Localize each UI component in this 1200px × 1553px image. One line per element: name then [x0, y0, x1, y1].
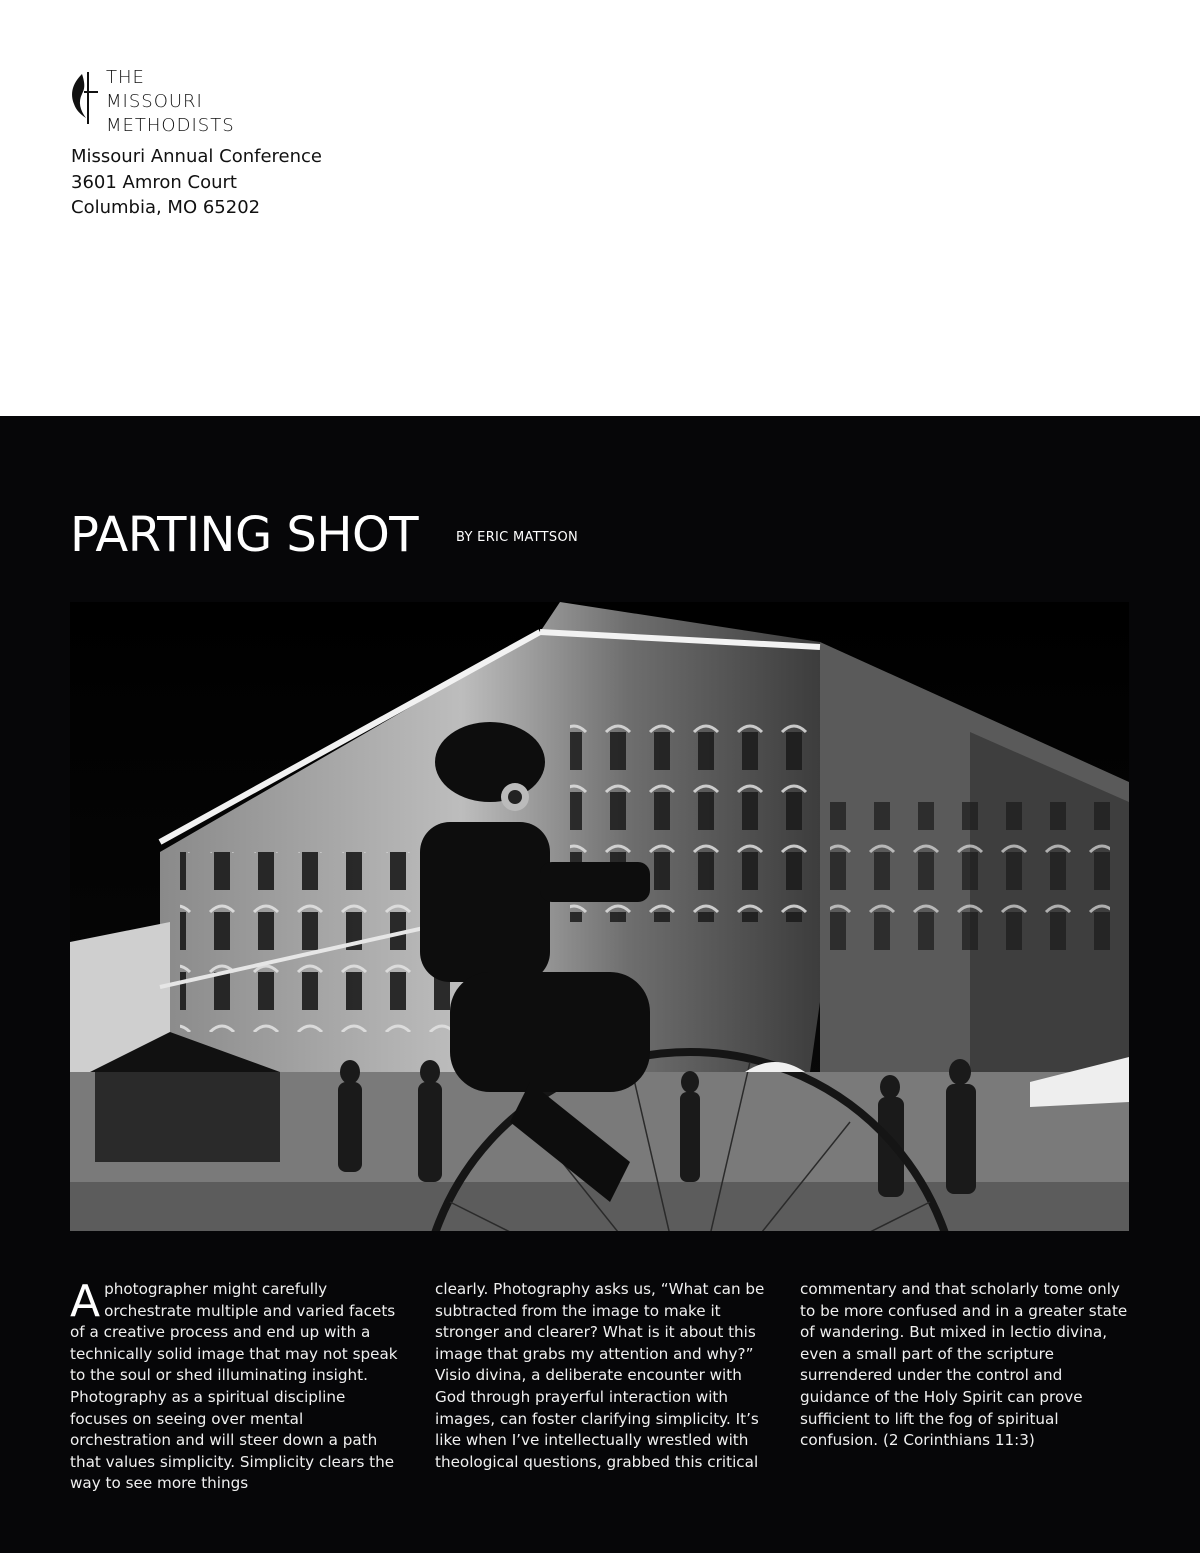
logo-line: MISSOURI [106, 91, 203, 112]
logo-line: THE [106, 67, 145, 88]
article-photo [70, 602, 1129, 1231]
mailing-address [71, 144, 322, 221]
column-text: photographer might carefully orchestrate multiple and varied facets of a creative process and end up with a technically solid image that may not speak to the soul or shed illuminating insight. Photography as a spiritual discipline focuses on seeing over mental orchestration and will steer down a path that values simplicity. Simplicity clears the way to see more things [70, 1280, 398, 1493]
methodist-logo [68, 66, 268, 136]
article-column-3 [800, 1279, 1130, 1452]
drop-cap: A [70, 1276, 101, 1327]
cross-and-flame-icon [68, 70, 100, 126]
article-title: PARTING SHOT [70, 507, 419, 563]
article-byline: BY ERIC MATTSON [456, 530, 579, 545]
logo-wordmark [106, 66, 235, 138]
column-text: commentary and that scholarly tome only to be more confused and in a greater state of wandering. But mixed in lectio divina, even a small part of the scripture surrendered under the control and guidance of the Holy Spirit can prove sufficient to lift the fog of spiritual confusion. (2 Corinthians 11:3) [800, 1280, 1128, 1450]
street-scene-photo [70, 602, 1129, 1231]
address-line: Missouri Annual Conference [71, 146, 322, 167]
address-line: 3601 Amron Court [71, 171, 237, 193]
article-column-1 [70, 1276, 400, 1495]
article-column-2 [435, 1279, 765, 1473]
address-line: Columbia, MO 65202 [71, 197, 261, 218]
logo-line: METHODISTS [106, 115, 235, 136]
column-text: clearly. Photography asks us, “What can be subtracted from the image to make it stronger and clearer? What is it about this image that grabs my attention and why?” Visio divina, a deliberate encounter with God through prayerful interaction with images, can foster clarifying simplicity. It’s like when I’ve intellectually wrestled with theological questions, grabbed this critical [435, 1280, 765, 1471]
